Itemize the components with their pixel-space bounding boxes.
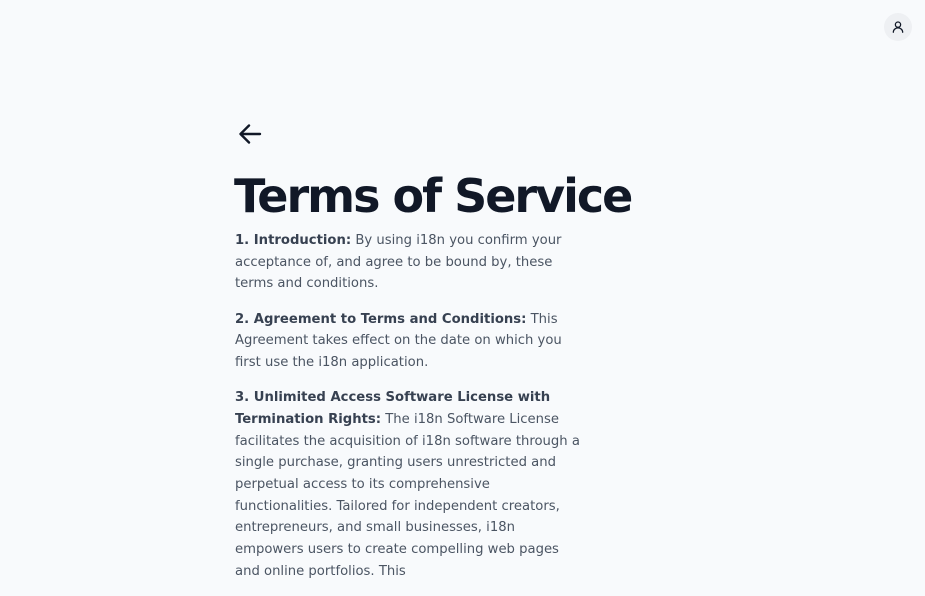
account-button[interactable] — [884, 13, 912, 41]
section-body: By using i18n you confirm your acceptance of, and agree to be bound by, these terms and conditions. — [235, 233, 562, 292]
back-button[interactable] — [236, 120, 266, 148]
arrow-left-icon — [236, 120, 266, 148]
section-heading: 1. Introduction: — [235, 233, 352, 248]
terms-section-introduction — [235, 230, 580, 295]
terms-section-agreement — [235, 309, 580, 374]
page-title: Terms of Service — [234, 169, 632, 223]
user-icon — [891, 20, 905, 34]
terms-section-license — [235, 387, 580, 582]
section-body: This Agreement takes effect on the date on which you first use the i18n application. — [235, 311, 562, 371]
terms-content — [235, 230, 580, 596]
section-heading: 2. Agreement to Terms and Conditions: — [235, 311, 527, 327]
section-body: The i18n Software License facilitates the acquisition of i18n software through a single purchase, granting users unrestricted and perpetual access to its comprehensive functionalities. Tailored for independent creators, entrepreneurs, and small businesses, i18n empowers users to create compelling web pages and online portfolios. This — [235, 411, 580, 579]
section-heading: 3. Unlimited Access Software License with Termination Rights: — [235, 390, 551, 427]
